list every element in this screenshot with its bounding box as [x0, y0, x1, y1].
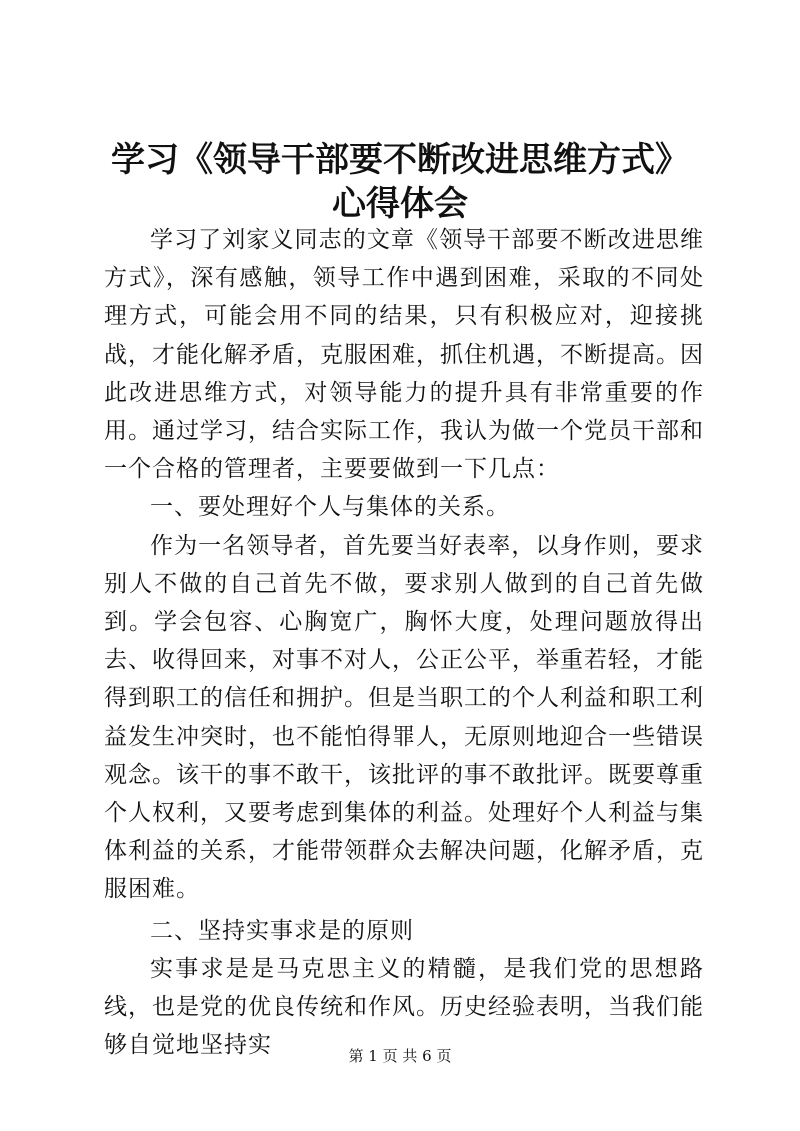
- section-2-paragraph: 实事求是是马克思主义的精髓，是我们党的思想路线，也是党的优良传统和作风。历史经验表明，当我们能够自觉地坚持实: [104, 955, 704, 1059]
- section-heading-2: 二、坚持实事求是的原则: [150, 917, 414, 944]
- document-title: 学习《领导干部要不断改进思维方式》心得体会: [111, 140, 689, 224]
- section-heading-1: 一、要处理好个人与集体的关系。: [150, 494, 510, 521]
- section-1-paragraph: 作为一名领导者，首先要当好表率，以身作则，要求别人不做的自己首先不做，要求别人做到的自己首先做到。学会包容、心胸宽广，胸怀大度，处理问题放得出去、收得回来，对事不对人，公正公平，举重若轻，才能得到职工的信任和拥护。但是当职工的个人利益和职工利益发生冲突时，也不能怕得罪人，无原则地迎合一些错误观念。该干的事不敢干，该批评的事不敢批评。既要尊重个人权利，又要考虑到集体的利益。处理好个人利益与集体利益的关系，才能带领群众去解决问题，化解矛盾，克服困难。: [104, 532, 704, 903]
- document-body: [104, 221, 704, 1064]
- intro-paragraph: 学习了刘家义同志的文章《领导干部要不断改进思维方式》，深有感触，领导工作中遇到困难，采取的不同处理方式，可能会用不同的结果，只有积极应对，迎接挑战，才能化解矛盾，克服困难，抓住机遇，不断提高。因此改进思维方式，对领导能力的提升具有非常重要的作用。通过学习，结合实际工作，我认为做一个党员干部和一个合格的管理者，主要要做到一下几点：: [104, 227, 704, 483]
- page-number-footer: 第 1 页 共 6 页: [348, 1047, 452, 1065]
